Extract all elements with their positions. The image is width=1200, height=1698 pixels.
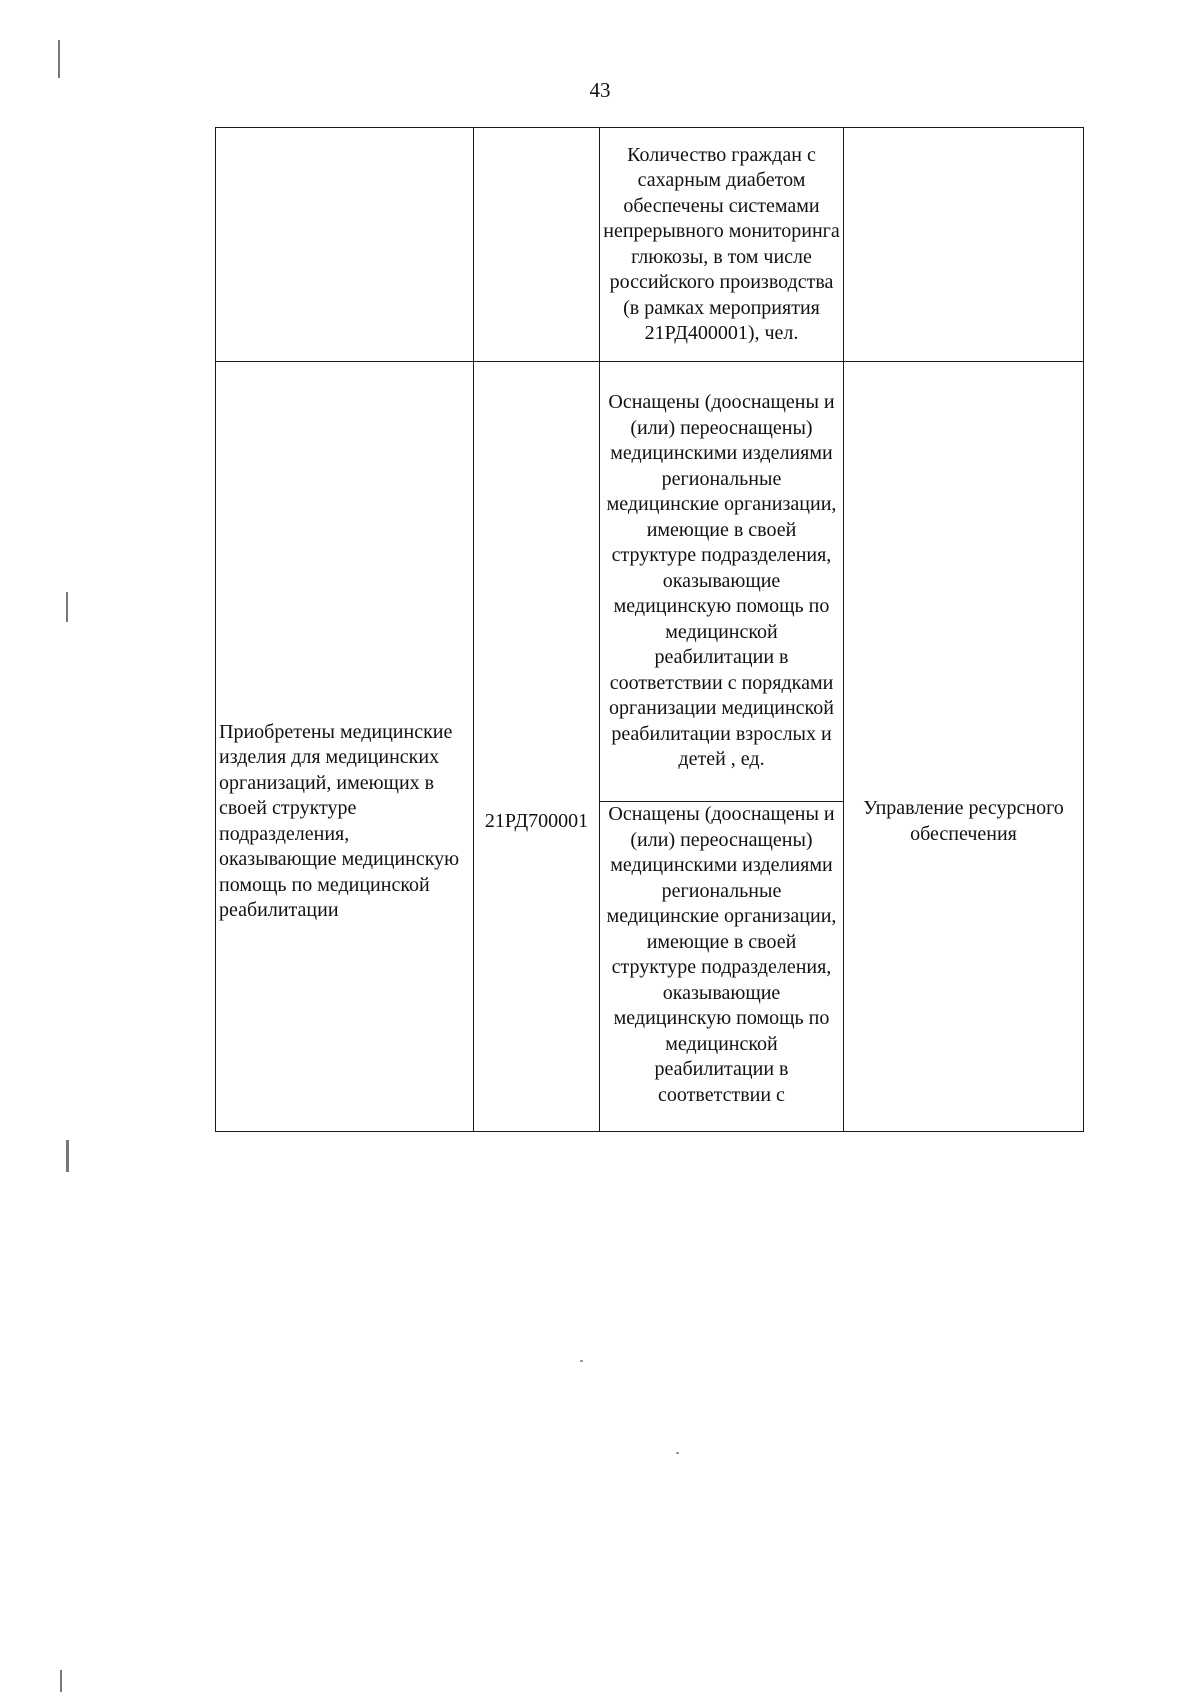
result-cell: Приобретены медицинские изделия для медицинских организаций, имеющих в своей структуре подразделения, оказывающие медицинскую помощь по медицинской реабилитации bbox=[216, 362, 474, 1132]
table-row bbox=[216, 128, 1084, 362]
scan-margin-mark-bottom bbox=[60, 1670, 62, 1692]
indicator-cell: Количество граждан с сахарным диабетом обеспечены системами непрерывного мониторинга глюкозы, в том числе российского производства (в рамках мероприятия 21РД400001), чел. bbox=[600, 128, 844, 362]
scan-dust-dot bbox=[676, 1452, 679, 1454]
indicator-cell: Оснащены (дооснащены и (или) переоснащены) медицинскими изделиями региональные медицинские организации, имеющие в своей структуре подразделения, оказывающие медицинскую помощь по медицинской реабилитации в соответствии с bbox=[600, 802, 844, 1132]
activity-table bbox=[215, 127, 1084, 1132]
code-cell: 21РД700001 bbox=[474, 362, 600, 1132]
indicator-cell: Оснащены (дооснащены и (или) переоснащены) медицинскими изделиями региональные медицинские организации, имеющие в своей структуре подразделения, оказывающие медицинскую помощь по медицинской реабилитации в соответствии с порядками организации медицинской реабилитации взрослых и детей , ед. bbox=[600, 362, 844, 802]
result-cell bbox=[216, 128, 474, 362]
owner-cell: Управление ресурсного обеспечения bbox=[844, 362, 1084, 1132]
scan-margin-mark-lower bbox=[66, 1140, 69, 1172]
owner-cell bbox=[844, 128, 1084, 362]
code-cell bbox=[474, 128, 600, 362]
scan-margin-mark-top bbox=[58, 40, 60, 78]
page-number: 43 bbox=[589, 78, 611, 102]
scan-dust-dot bbox=[580, 1360, 583, 1362]
table-row bbox=[216, 362, 1084, 802]
scan-margin-mark-middle bbox=[66, 592, 68, 622]
